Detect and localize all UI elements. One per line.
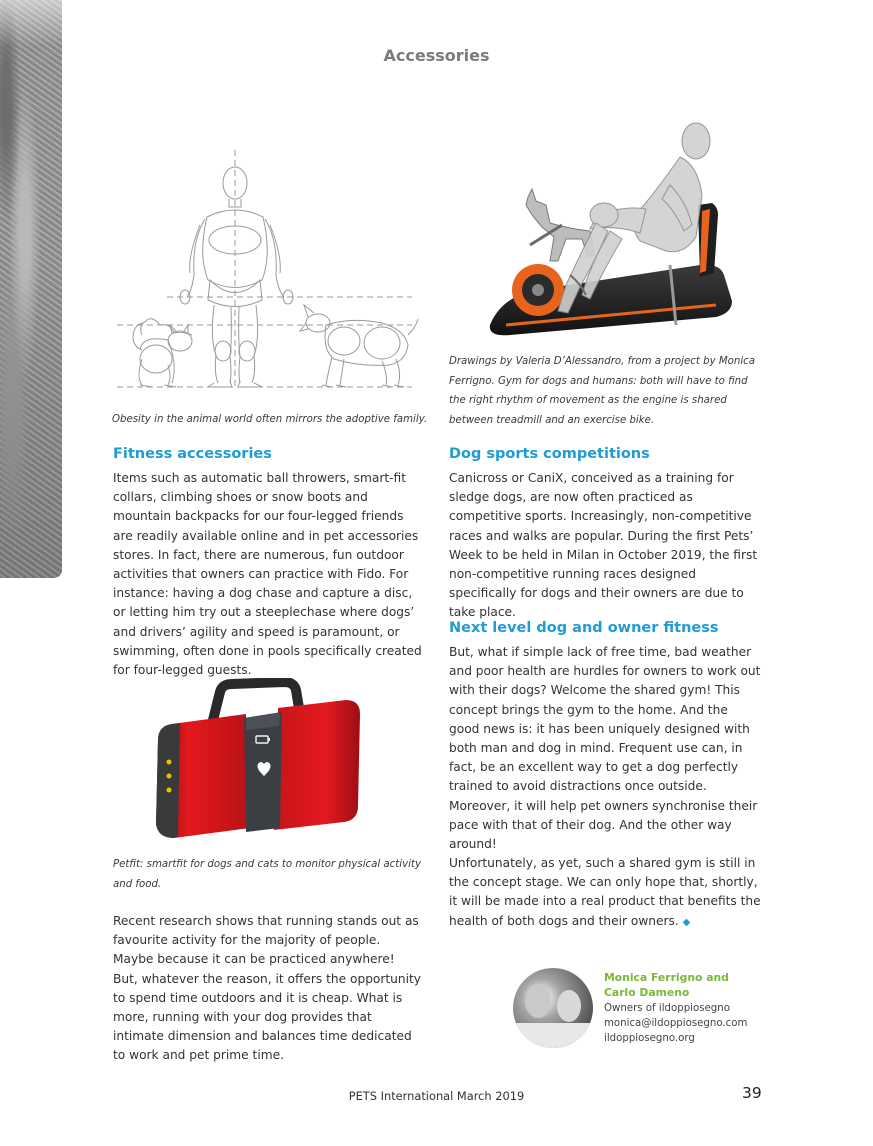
author-role: Owners of ildoppiosegno (604, 1003, 730, 1014)
section-title: Accessories (383, 46, 490, 65)
running-paragraph: Recent research shows that running stands out as favourite activity for the majority of people. Maybe because it can be practiced anywhere! But, whatever the reason, it offers the opportunity to spend time outdoors and it is cheap. What is more, running with your dog provides that intimate dimension and balances time dedicated to work and pet prime time. (113, 914, 422, 1063)
page-number: 39 (742, 1084, 762, 1102)
shared-gym-paragraph (449, 854, 761, 932)
dog-sports-heading: Dog sports competitions (449, 446, 650, 462)
next-level-paragraph: But, what if simple lack of free time, bad weather and poor health are hurdles for owners to work out with their dogs? Welcome the shared gym! This concept brings the gym to the home. And the good news is: it has been uniquely designed with both man and dog in mind. Frequent use can, in fact, be an excellent way to get a dog perfectly trained to avoid distractions once outside. Moreover, it will help pet owners synchronise their pace with that of their dog. And the other way around! (449, 645, 761, 852)
shared-gym-figure (470, 105, 770, 350)
author-website[interactable]: ildoppiosegno.org (604, 1033, 695, 1044)
dog-sports-paragraph: Canicross or CaniX, conceived as a training for sledge dogs, are now often practiced as competitive sports. Increasingly, non-competitive races and walks are popular. During the first Pets’ Week to be held in Milan in October 2019, the first non-competitive running races designed specifically for dogs and their owners are due to take place. (449, 471, 758, 620)
fitness-accessories-heading: Fitness accessories (113, 446, 272, 462)
footer-publication: PETS International March 2019 (348, 1089, 525, 1103)
author-avatar (513, 968, 593, 1048)
avatar-shoulders (513, 1023, 593, 1048)
obesity-caption: Obesity in the animal world often mirrors the adoptive family. (112, 414, 428, 425)
obesity-sketch-figure (112, 145, 432, 395)
avatar-face-left (525, 984, 551, 1018)
end-mark-icon: ◆ (682, 916, 691, 928)
shared-gym-caption: Drawings by Valeria D’Alessandro, from a project by Monica Ferrigno. Gym for dogs and humans: both will have to find the right rhythm of movement as the engine is shared between treadmill and an exercise bike. (449, 356, 755, 426)
petfit-device-figure (150, 678, 366, 850)
author-email[interactable]: monica@ildoppiosegno.com (604, 1018, 748, 1029)
fitness-accessories-paragraph: Items such as automatic ball throwers, smart-fit collars, climbing shoes or snow boots and mountain backpacks for our four-legged friends are readily available online and in pet accessories stores. In fact, there are numerous, fun outdoor activities that owners can practice with Fido. For instance: having a dog chase and capture a disc, or letting him try out a steeplechase where dogs’ and drivers’ agility and speed is paramount, or swimming, often done in pools specifically created for four-legged guests. (113, 471, 422, 678)
next-level-heading: Next level dog and owner fitness (449, 620, 719, 636)
author-names: Monica Ferrigno and Carlo Dameno (604, 971, 729, 999)
shared-gym-text: Unfortunately, as yet, such a shared gym is still in the concept stage. We can only hope that, shortly, it will be made into a real product that benefits the health of both dogs and their owners. (449, 856, 761, 928)
avatar-face-right (557, 990, 581, 1022)
side-photo-strip (0, 0, 62, 578)
petfit-caption: Petfit: smartfit for dogs and cats to monitor physical activity and food. (113, 859, 421, 890)
